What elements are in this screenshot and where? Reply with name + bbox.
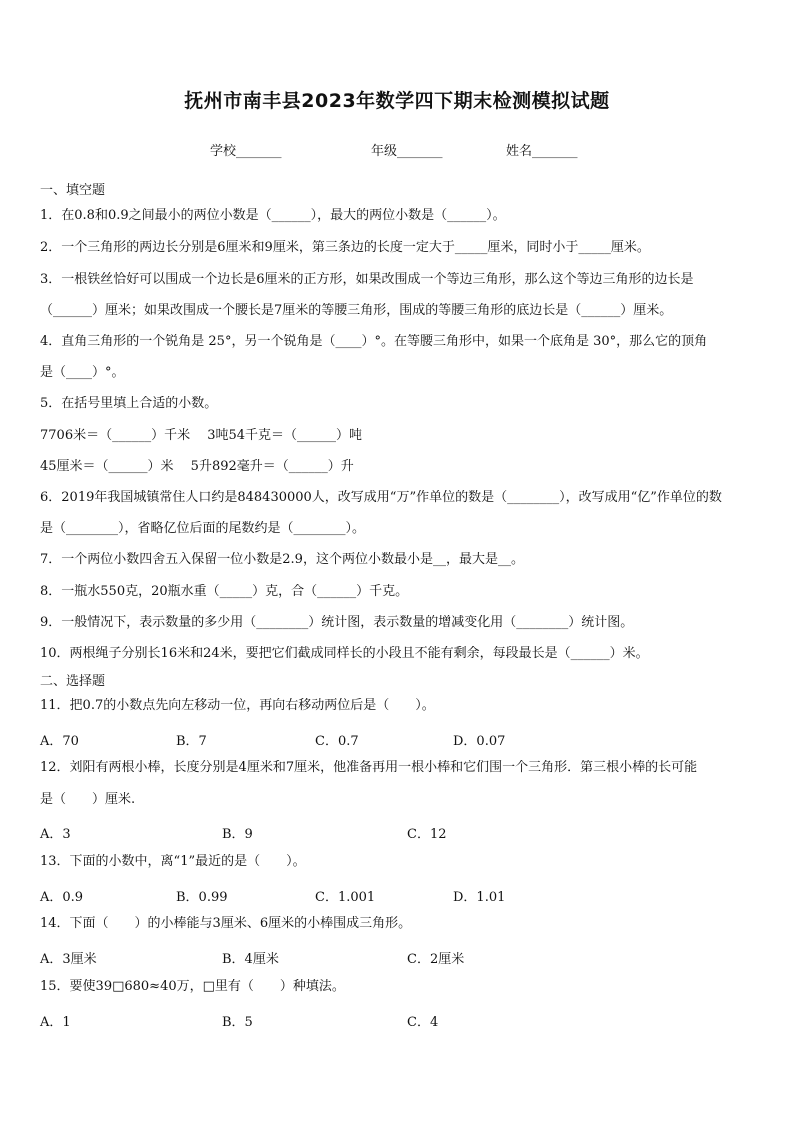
question-15: 15．要使39□680≈40万，□里有（ ）种填法。 [40, 979, 345, 994]
q14-option-b: B．4厘米 [222, 952, 279, 967]
q11-option-b: B．7 [176, 734, 207, 749]
question-4-line-1: 4．直角三角形的一个锐角是 25°，另一个锐角是（____）°。在等腰三角形中，如果一个底角是 30°，那么它的顶角 [40, 334, 708, 349]
question-5: 5．在括号里填上合适的小数。 [40, 396, 218, 411]
question-14: 14．下面（ ）的小棒能与3厘米、6厘米的小棒围成三角形。 [40, 916, 412, 931]
section-fill-in: 一、填空题 [40, 183, 106, 198]
q13-option-c: C．1.001 [315, 890, 376, 905]
question-3-line-1: 3．一根铁丝恰好可以围成一个边长是6厘米的正方形，如果改围成一个等边三角形，那么这个等边三角形的边长是 [40, 272, 694, 287]
question-4-line-2: 是（____）°。 [40, 365, 125, 380]
question-9: 9．一般情况下，表示数量的多少用（________）统计图，表示数量的增减变化用（________）统计图。 [40, 615, 634, 630]
question-8: 8．一瓶水550克，20瓶水重（_____）克，合（______）千克。 [40, 584, 409, 599]
question-12-line-2: 是（ ）厘米. [40, 792, 136, 807]
q12-option-b: B．9 [222, 827, 253, 842]
question-2: 2．一个三角形的两边长分别是6厘米和9厘米，第三条边的长度一定大于_____厘米，同时小于_____厘米。 [40, 240, 650, 255]
question-13: 13．下面的小数中，离“1”最近的是（ ）。 [40, 854, 306, 869]
q13-option-a: A．0.9 [40, 890, 84, 905]
q11-option-c: C．0.7 [315, 734, 359, 749]
q11-option-d: D．0.07 [453, 734, 506, 749]
question-1: 1．在0.8和0.9之间最小的两位小数是（______），最大的两位小数是（______）。 [40, 208, 506, 223]
grade-field: 年级_______ [371, 144, 443, 159]
q11-option-a: A．70 [40, 734, 79, 749]
question-11: 11．把0.7的小数点先向左移动一位，再向右移动两位后是（ ）。 [40, 698, 435, 713]
page-title: 抚州市南丰县2023年数学四下期末检测模拟试题 [184, 90, 610, 112]
question-10: 10．两根绳子分别长16米和24米，要把它们截成同样长的小段且不能有剩余，每段最长是（______）米。 [40, 646, 649, 661]
q12-option-c: C．12 [407, 827, 447, 842]
q13-option-d: D．1.01 [453, 890, 506, 905]
section-choice: 二、选择题 [40, 674, 106, 689]
question-5-row-1: 7706米＝（______）千米 3吨54千克＝（______）吨 [40, 428, 363, 443]
question-6-line-1: 6．2019年我国城镇常住人口约是848430000人，改写成用“万”作单位的数是（________），改写成用“亿”作单位的数 [40, 490, 722, 505]
q14-option-a: A．3厘米 [40, 952, 97, 967]
name-field: 姓名_______ [506, 144, 578, 159]
q15-option-a: A．1 [40, 1015, 71, 1030]
q14-option-c: C．2厘米 [407, 952, 465, 967]
q15-option-c: C．4 [407, 1015, 439, 1030]
q13-option-b: B．0.99 [176, 890, 228, 905]
question-7: 7．一个两位小数四舍五入保留一位小数是2.9，这个两位小数最小是__，最大是__。 [40, 552, 524, 567]
school-field: 学校_______ [210, 144, 282, 159]
q12-option-a: A．3 [40, 827, 71, 842]
question-5-row-2: 45厘米＝（______）米 5升892毫升＝（______）升 [40, 459, 354, 474]
question-12-line-1: 12．刘阳有两根小棒，长度分别是4厘米和7厘米，他准备再用一根小棒和它们围一个三角形．第三根小棒的长可能 [40, 760, 698, 775]
q15-option-b: B．5 [222, 1015, 253, 1030]
question-6-line-2: 是（________），省略亿位后面的尾数约是（________）。 [40, 521, 366, 536]
question-3-line-2: （______）厘米；如果改围成一个腰长是7厘米的等腰三角形，围成的等腰三角形的底边长是（______）厘米。 [40, 303, 673, 318]
